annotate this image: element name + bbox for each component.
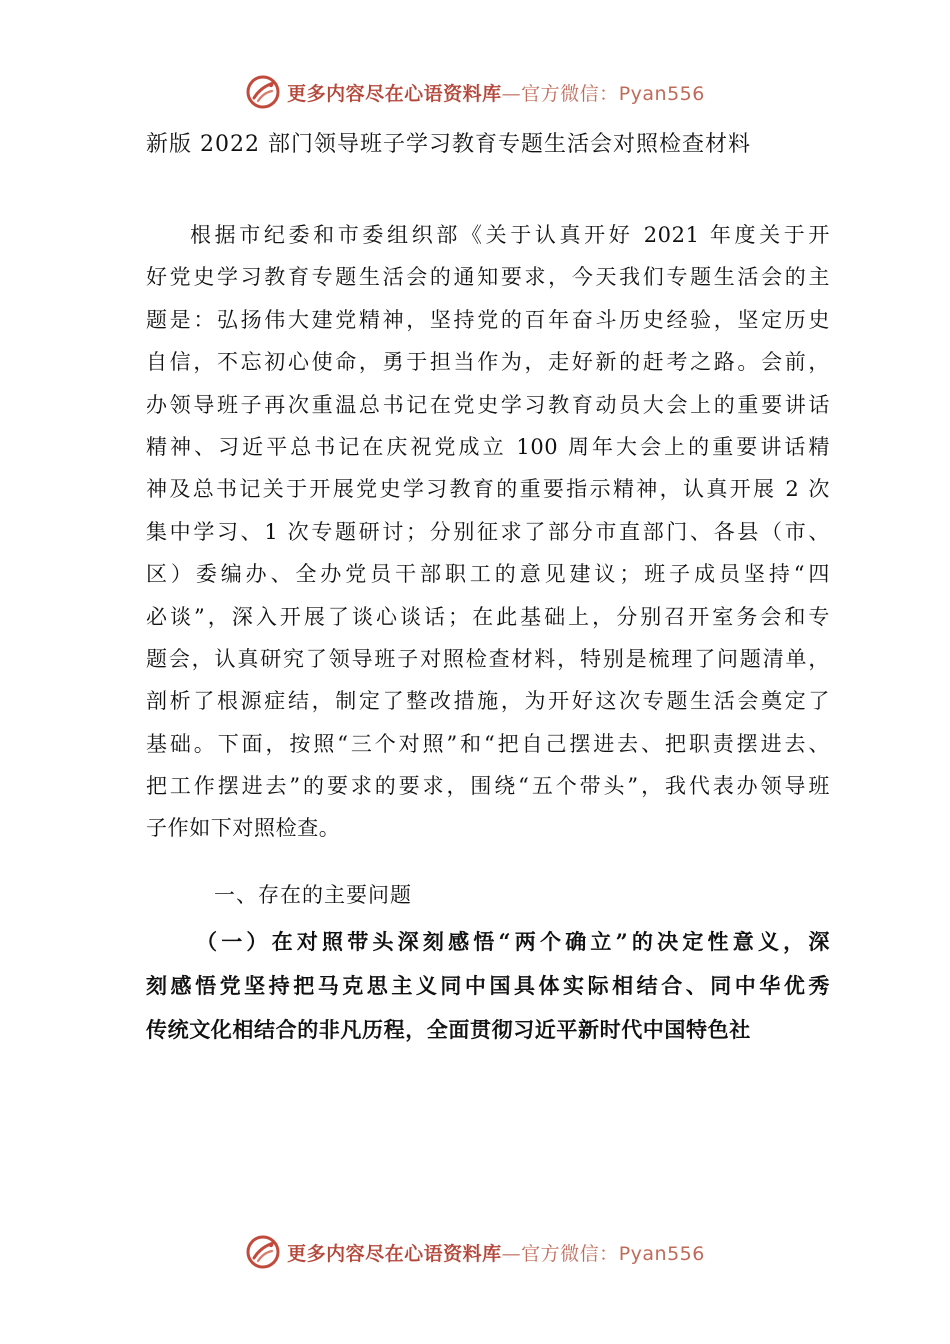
watermark-contact-label: 官方微信：: [521, 82, 619, 105]
paragraph-line: 剖析了根源症结，制定了整改措施，为开好这次专题生活会奠定了: [146, 689, 830, 714]
paragraph-line: 把工作摆进去”的要求的要求，围绕“五个带头”，我代表办领导班: [146, 774, 830, 799]
footer-watermark: [0, 1232, 950, 1272]
subsection-line: 传统文化相结合的非凡历程，全面贯彻习近平新时代中国特色社: [146, 1017, 751, 1042]
header-watermark: [0, 72, 950, 112]
paragraph-line: 神及总书记关于开展党史学习教育的重要指示精神，认真开展 2 次: [146, 477, 830, 502]
paragraph-line: 好党史学习教育专题生活会的通知要求，今天我们专题生活会的主: [146, 265, 830, 290]
paragraph-line: 精神、习近平总书记在庆祝党成立 100 周年大会上的重要讲话精: [146, 434, 830, 459]
watermark-text: [287, 1239, 705, 1266]
watermark-contact-label: 官方微信：: [521, 1242, 619, 1265]
paragraph-line: 题是：弘扬伟大建党精神，坚持党的百年奋斗历史经验，坚定历史: [146, 307, 830, 332]
subsection-line: （一）在对照带头深刻感悟“两个确立”的决定性意义，深: [196, 929, 830, 954]
watermark-brand: 更多内容尽在心语资料库: [287, 82, 502, 105]
subsection-paragraph: [146, 920, 830, 1052]
watermark-separator: —: [501, 1242, 522, 1265]
section-heading: 一、存在的主要问题: [214, 883, 412, 907]
watermark-brand: 更多内容尽在心语资料库: [287, 1242, 502, 1265]
brand-logo-icon: [245, 1234, 281, 1270]
document-title: 新版 2022 部门领导班子学习教育专题生活会对照检查材料: [146, 132, 751, 157]
paragraph-line: 集中学习、1 次专题研讨；分别征求了部分市直部门、各县（市、: [146, 519, 830, 544]
subsection-line: 刻感悟党坚持把马克思主义同中国具体实际相结合、同中华优秀: [146, 973, 830, 998]
paragraph-line: 必谈”，深入开展了谈心谈话；在此基础上，分别召开室务会和专: [146, 604, 830, 629]
paragraph-line: 子作如下对照检查。: [146, 816, 341, 841]
watermark-text: [287, 79, 705, 106]
paragraph-line: 题会，认真研究了领导班子对照检查材料，特别是梳理了问题清单，: [146, 646, 830, 671]
paragraph-line: 区）委编办、全办党员干部职工的意见建议；班子成员坚持“四: [146, 562, 830, 587]
watermark-contact-id: Pyan556: [618, 82, 705, 105]
paragraph-line: 基础。下面，按照“三个对照”和“把自己摆进去、把职责摆进去、: [146, 731, 830, 756]
intro-paragraph: [146, 214, 830, 850]
watermark-contact-id: Pyan556: [618, 1242, 705, 1265]
paragraph-line: 办领导班子再次重温总书记在党史学习教育动员大会上的重要讲话: [146, 392, 830, 417]
watermark-separator: —: [501, 82, 522, 105]
paragraph-line: 根据市纪委和市委组织部《关于认真开好 2021 年度关于开: [190, 223, 830, 247]
brand-logo-icon: [245, 74, 281, 110]
paragraph-line: 自信，不忘初心使命，勇于担当作为，走好新的赶考之路。会前，: [146, 350, 830, 375]
